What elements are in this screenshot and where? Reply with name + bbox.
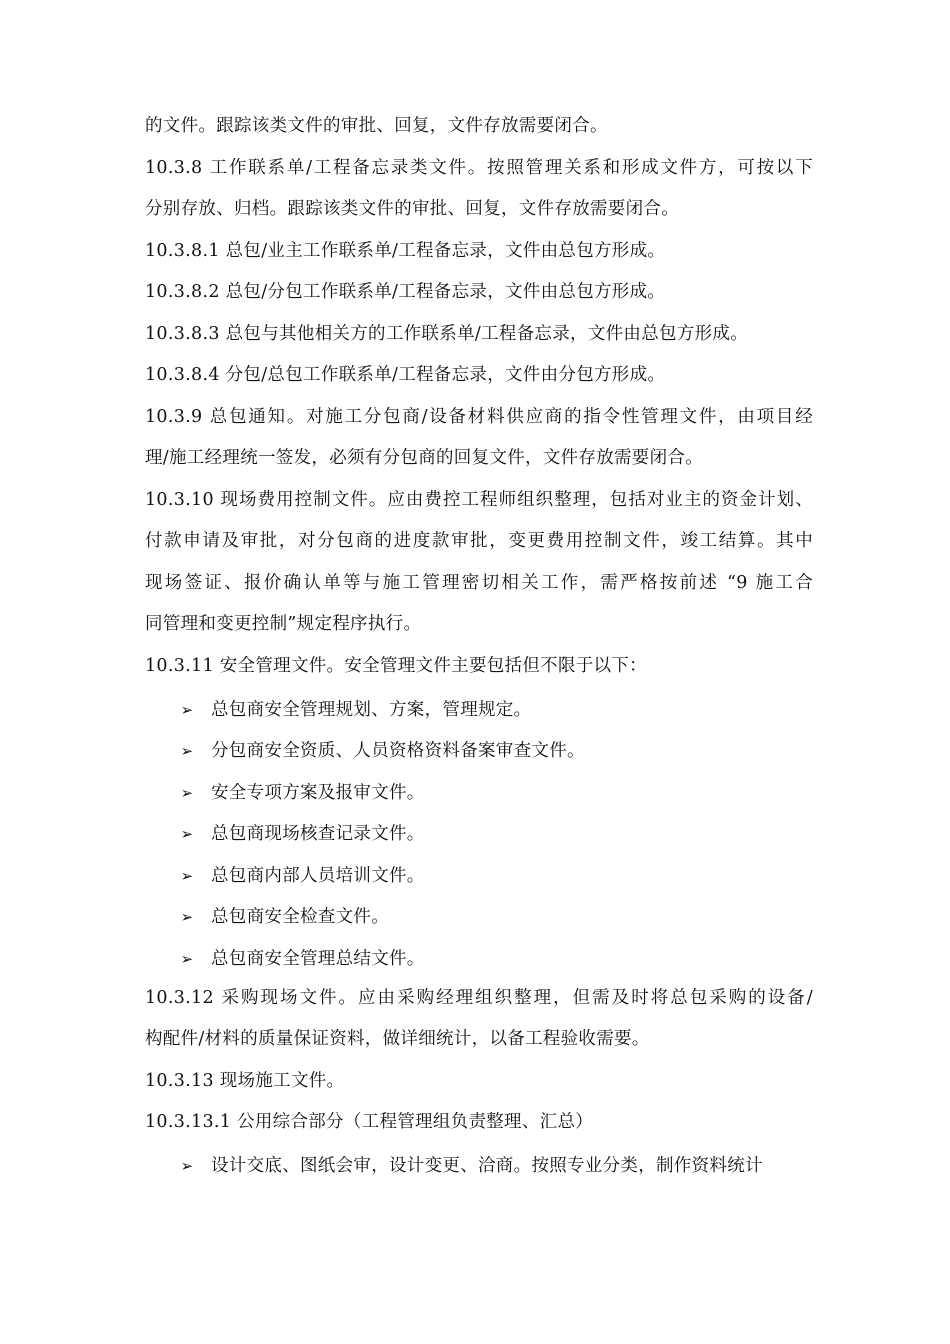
paragraph-line: 的文件。跟踪该类文件的审批、回复，文件存放需要闭合。 — [145, 116, 608, 136]
document-body — [145, 108, 825, 1187]
bullet-list-item — [145, 855, 825, 897]
paragraph-line: 10.3.12 采购现场文件。应由采购经理组织整理，但需及时将总包采购的设备/ — [145, 987, 813, 1008]
bullet-text: 总包商内部人员培训文件。 — [211, 865, 425, 886]
bullet-text: 总包商现场核查记录文件。 — [211, 824, 425, 845]
bullet-text: 总包商安全检查文件。 — [211, 907, 389, 928]
paragraph-line: 10.3.13.1 公用综合部分（工程管理组负责整理、汇总） — [145, 1112, 594, 1132]
paragraph-line: 10.3.8.2 总包/分包工作联系单/工程备忘录，文件由总包方形成。 — [145, 282, 666, 302]
paragraph-line: 10.3.8.3 总包与其他相关方的工作联系单/工程备忘录，文件由总包方形成。 — [145, 323, 749, 344]
paragraph-line: 10.3.10 现场费用控制文件。应由费控工程师组织整理，包括对业主的资金计划、 — [145, 489, 813, 510]
paragraph-line: 10.3.8.1 总包/业主工作联系单/工程备忘录，文件由总包方形成。 — [145, 240, 666, 261]
arrow-bullet-icon: ➢ — [180, 742, 194, 761]
arrow-bullet-icon: ➢ — [180, 866, 194, 885]
arrow-bullet-icon: ➢ — [180, 783, 194, 802]
paragraph-line: 分别存放、归档。跟踪该类文件的审批、回复，文件存放需要闭合。 — [145, 199, 679, 219]
arrow-bullet-icon: ➢ — [180, 1157, 194, 1176]
paragraph-line: 理/施工经理统一签发，必须有分包商的回复文件，文件存放需要闭合。 — [145, 448, 703, 468]
bullet-list-item — [145, 689, 825, 731]
bullet-text: 安全专项方案及报审文件。 — [211, 782, 425, 803]
bullet-list-item — [145, 814, 825, 856]
paragraph-line: 同管理和变更控制”规定程序执行。 — [145, 614, 422, 634]
bullet-list-item — [145, 772, 825, 814]
arrow-bullet-icon: ➢ — [180, 908, 194, 927]
bullet-list-item — [145, 897, 825, 939]
arrow-bullet-icon: ➢ — [180, 825, 194, 844]
paragraph-line: 构配件/材料的质量保证资料，做详细统计，以备工程验收需要。 — [145, 1029, 650, 1049]
paragraph-line: 现场签证、报价确认单等与施工管理密切相关工作，需严格按前述 “9 施工合 — [145, 572, 813, 593]
bullet-text: 设计交底、图纸会审，设计变更、洽商。按照专业分类，制作资料统计 — [211, 1156, 763, 1177]
paragraph-line: 10.3.13 现场施工文件。 — [145, 1070, 345, 1091]
bullet-text: 总包商安全管理总结文件。 — [211, 948, 425, 969]
arrow-bullet-icon: ➢ — [180, 949, 194, 968]
bullet-list-item — [145, 938, 825, 980]
paragraph-line: 付款申请及审批，对分包商的进度款审批，变更费用控制文件，竣工结算。其中 — [145, 531, 813, 551]
bullet-text: 总包商安全管理规划、方案，管理规定。 — [211, 699, 532, 720]
bullet-list-item — [145, 731, 825, 773]
bullet-list-item — [145, 1146, 825, 1188]
paragraph-line: 10.3.8.4 分包/总包工作联系单/工程备忘录，文件由分包方形成。 — [145, 365, 666, 385]
paragraph-line: 10.3.9 总包通知。对施工分包商/设备材料供应商的指令性管理文件，由项目经 — [145, 406, 813, 427]
arrow-bullet-icon: ➢ — [180, 700, 194, 719]
paragraph-line: 10.3.11 安全管理文件。安全管理文件主要包括但不限于以下： — [145, 655, 647, 676]
bullet-text: 分包商安全资质、人员资格资料备案审查文件。 — [211, 741, 585, 762]
paragraph-line: 10.3.8 工作联系单/工程备忘录类文件。按照管理关系和形成文件方，可按以下 — [145, 157, 813, 178]
